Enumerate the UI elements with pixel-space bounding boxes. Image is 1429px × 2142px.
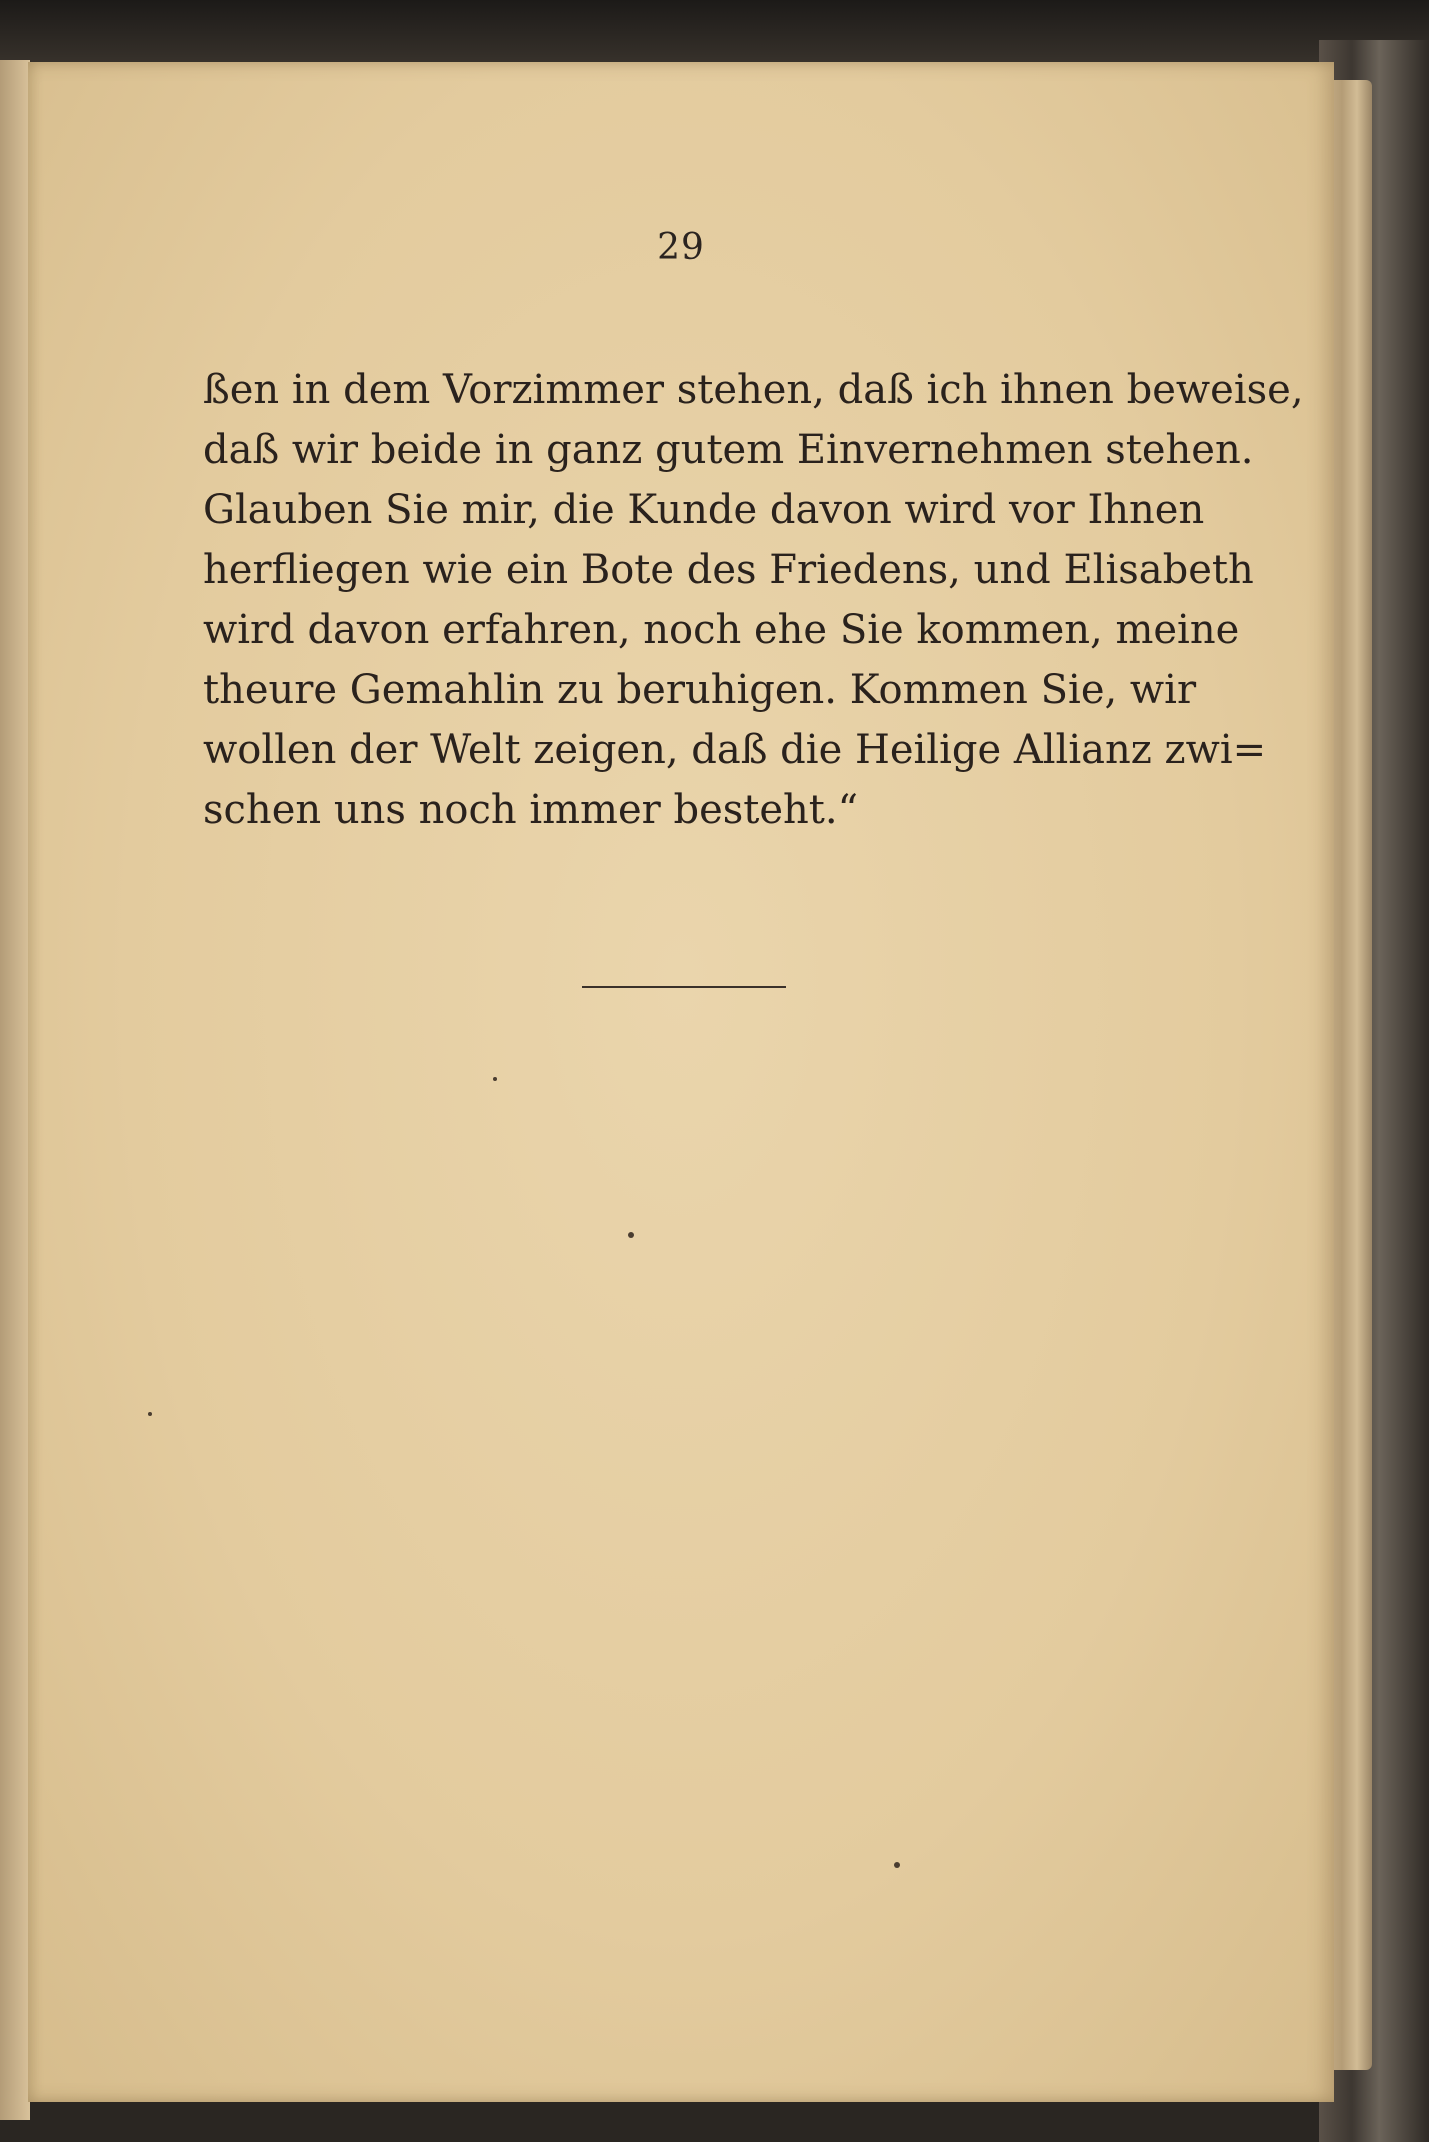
- text-line: daß wir beide in ganz gutem Einvernehmen stehen.: [203, 427, 1254, 473]
- previous-page-sliver: [0, 60, 30, 2120]
- section-end-rule: [582, 986, 786, 988]
- paper-speck: [628, 1232, 634, 1238]
- text-line: ßen in dem Vorzimmer stehen, daß ich ihnen beweise,: [203, 367, 1304, 413]
- paper-speck: [493, 1077, 497, 1081]
- body-text: [203, 360, 1304, 840]
- text-line: wird davon erfahren, noch ehe Sie kommen, meine: [203, 607, 1240, 653]
- text-line: wollen der Welt zeigen, daß die Heilige Allianz zwi=: [203, 727, 1267, 773]
- page-number: 29: [657, 227, 705, 268]
- scan-top-edge: [0, 0, 1429, 70]
- text-line: Glauben Sie mir, die Kunde davon wird vor Ihnen: [203, 487, 1205, 533]
- paper-speck: [148, 1412, 152, 1416]
- text-line: herfliegen wie ein Bote des Friedens, und Elisabeth: [203, 547, 1254, 593]
- paper-speck: [894, 1862, 900, 1868]
- page-sheet: [28, 62, 1334, 2102]
- text-line: schen uns noch immer besteht.“: [203, 787, 859, 833]
- text-line: theure Gemahlin zu beruhigen. Kommen Sie, wir: [203, 667, 1197, 713]
